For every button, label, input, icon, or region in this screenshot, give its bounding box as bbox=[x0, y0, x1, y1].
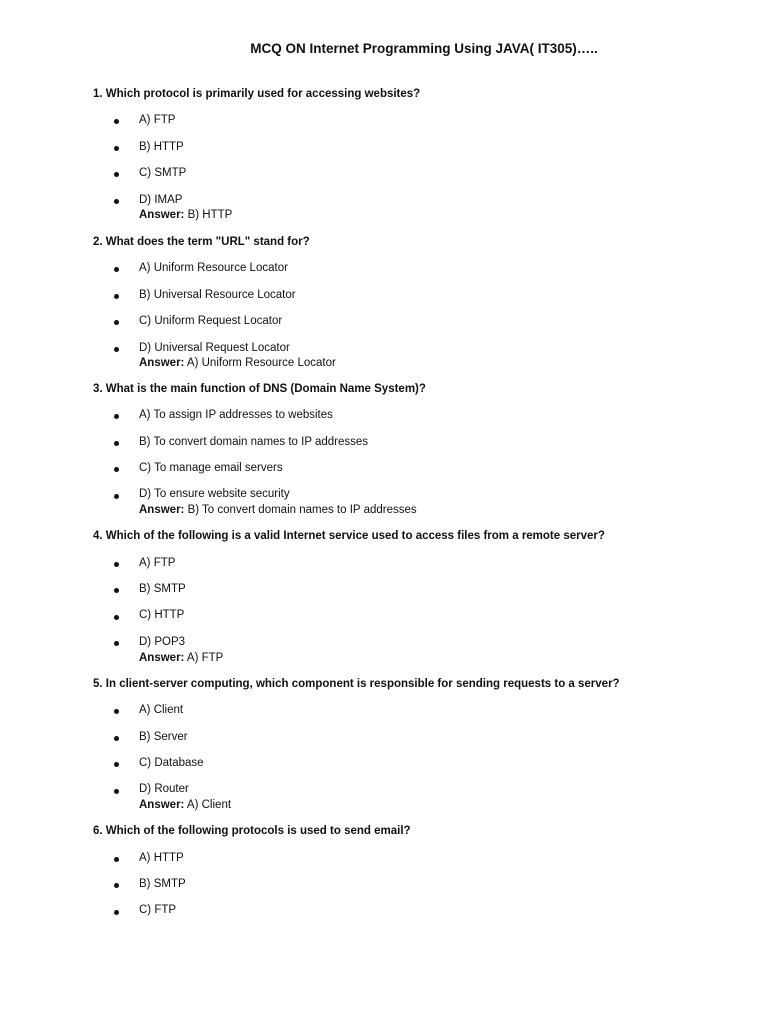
bullet-icon bbox=[114, 857, 119, 862]
answer-label: Answer: bbox=[139, 504, 185, 516]
q4-answer bbox=[139, 652, 223, 664]
bullet-icon bbox=[114, 146, 119, 151]
q2-option-d: D) Universal Request Locator bbox=[139, 342, 290, 354]
q5-answer bbox=[139, 799, 231, 811]
answer-value: B) HTTP bbox=[184, 209, 233, 221]
q3-option-c: C) To manage email servers bbox=[139, 462, 283, 474]
answer-label: Answer: bbox=[139, 357, 185, 369]
bullet-icon bbox=[114, 119, 119, 124]
bullet-icon bbox=[114, 615, 119, 620]
bullet-icon bbox=[114, 199, 119, 204]
q3-option-d: D) To ensure website security bbox=[139, 488, 290, 500]
q2-option-c: C) Uniform Request Locator bbox=[139, 315, 283, 327]
q2-option-b: B) Universal Resource Locator bbox=[139, 289, 296, 301]
question-6: 6. Which of the following protocols is used to send email? bbox=[93, 825, 411, 837]
q4-option-b: B) SMTP bbox=[139, 583, 186, 595]
q1-option-a: A) FTP bbox=[139, 114, 176, 126]
bullet-icon bbox=[114, 641, 119, 646]
bullet-icon bbox=[114, 762, 119, 767]
q6-option-b: B) SMTP bbox=[139, 878, 186, 890]
q4-option-c: C) HTTP bbox=[139, 609, 185, 621]
bullet-icon bbox=[114, 320, 119, 325]
q2-answer bbox=[139, 357, 336, 369]
q3-answer bbox=[139, 504, 417, 516]
answer-label: Answer: bbox=[139, 799, 185, 811]
q1-option-d: D) IMAP bbox=[139, 194, 183, 206]
q4-option-a: A) FTP bbox=[139, 557, 176, 569]
bullet-icon bbox=[114, 467, 119, 472]
bullet-icon bbox=[114, 347, 119, 352]
q1-answer bbox=[139, 209, 232, 221]
q1-option-c: C) SMTP bbox=[139, 167, 187, 179]
document-title: MCQ ON Internet Programming Using JAVA( IT305)….. bbox=[250, 41, 598, 56]
answer-value: A) FTP bbox=[184, 652, 224, 664]
answer-value: B) To convert domain names to IP addresses bbox=[184, 504, 417, 516]
bullet-icon bbox=[114, 789, 119, 794]
question-2: 2. What does the term "URL" stand for? bbox=[93, 236, 310, 248]
answer-label: Answer: bbox=[139, 209, 185, 221]
q6-option-a: A) HTTP bbox=[139, 852, 184, 864]
q3-option-b: B) To convert domain names to IP addresses bbox=[139, 436, 369, 448]
bullet-icon bbox=[114, 294, 119, 299]
q1-option-b: B) HTTP bbox=[139, 141, 184, 153]
q5-option-c: C) Database bbox=[139, 757, 204, 769]
bullet-icon bbox=[114, 494, 119, 499]
bullet-icon bbox=[114, 883, 119, 888]
bullet-icon bbox=[114, 709, 119, 714]
q2-option-a: A) Uniform Resource Locator bbox=[139, 262, 288, 274]
question-1: 1. Which protocol is primarily used for accessing websites? bbox=[93, 88, 421, 100]
q3-option-a: A) To assign IP addresses to websites bbox=[139, 409, 333, 421]
q5-option-d: D) Router bbox=[139, 783, 189, 795]
q5-option-b: B) Server bbox=[139, 731, 188, 743]
bullet-icon bbox=[114, 910, 119, 915]
bullet-icon bbox=[114, 414, 119, 419]
q6-option-c: C) FTP bbox=[139, 904, 177, 916]
bullet-icon bbox=[114, 172, 119, 177]
answer-label: Answer: bbox=[139, 652, 185, 664]
question-5: 5. In client-server computing, which component is responsible for sending requests to a server? bbox=[93, 678, 620, 690]
q4-option-d: D) POP3 bbox=[139, 636, 186, 648]
question-4: 4. Which of the following is a valid Internet service used to access files from a remote server? bbox=[93, 530, 605, 542]
bullet-icon bbox=[114, 736, 119, 741]
bullet-icon bbox=[114, 588, 119, 593]
bullet-icon bbox=[114, 267, 119, 272]
bullet-icon bbox=[114, 441, 119, 446]
bullet-icon bbox=[114, 562, 119, 567]
answer-value: A) Uniform Resource Locator bbox=[184, 357, 336, 369]
answer-value: A) Client bbox=[184, 799, 232, 811]
question-3: 3. What is the main function of DNS (Domain Name System)? bbox=[93, 383, 426, 395]
q5-option-a: A) Client bbox=[139, 704, 184, 716]
